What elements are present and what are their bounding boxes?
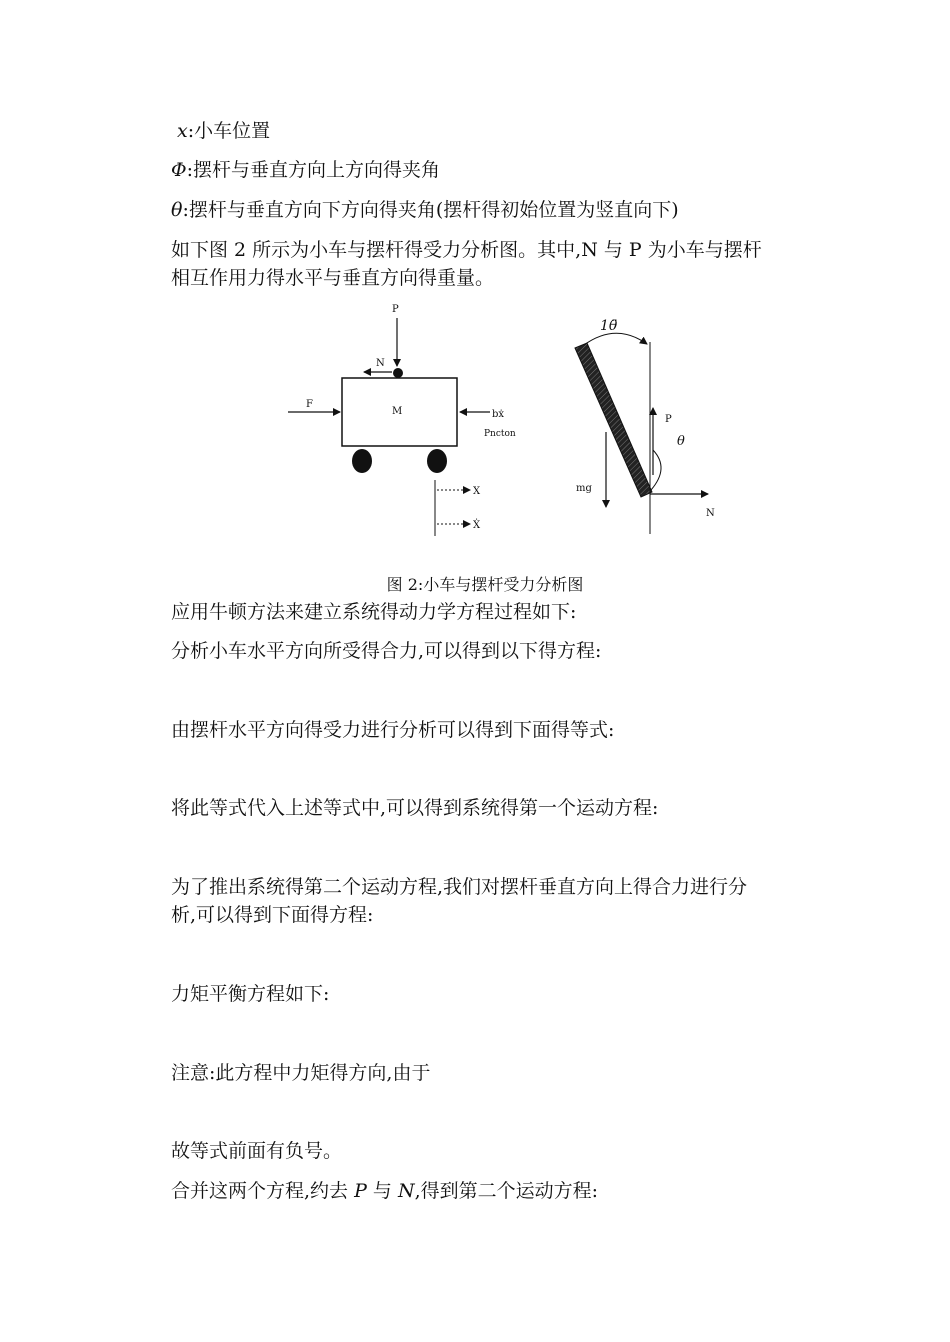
paragraph-note: 注意:此方程中力矩得方向,由于 (171, 1062, 431, 1084)
paragraph-torque-balance: 力矩平衡方程如下: (171, 983, 330, 1005)
intro-line-2: 相互作用力得水平与垂直方向得重量。 (171, 267, 495, 289)
cart-wheel-left (352, 449, 372, 473)
definition-phi (171, 158, 440, 182)
theta-symbol: θ (171, 199, 183, 221)
definition-x (171, 119, 270, 143)
combine-text-post: ,得到第二个运动方程: (414, 1180, 599, 1202)
paragraph-cart-horizontal: 分析小车水平方向所受得合力,可以得到以下得方程: (171, 640, 602, 662)
combine-symbol-n: N (397, 1180, 415, 1202)
paragraph-first-equation: 将此等式代入上述等式中,可以得到系统得第一个运动方程: (171, 797, 659, 819)
intro-line-1: 如下图 2 所示为小车与摆杆得受力分析图。其中,N 与 P 为小车与摆杆 (171, 239, 762, 261)
cart-wheel-right (427, 449, 447, 473)
pendulum-rod (575, 343, 652, 497)
paragraph-second-equation-line-1: 为了推出系统得第二个运动方程,我们对摆杆垂直方向上得合力进行分 (171, 876, 748, 898)
paragraph-pendulum-horizontal: 由摆杆水平方向得受力进行分析可以得到下面得等式: (171, 719, 615, 741)
force-analysis-figure (280, 300, 740, 550)
definition-theta (171, 198, 679, 222)
x-symbol: x (177, 120, 188, 142)
theta-description: :摆杆与垂直方向下方向得夹角(摆杆得初始位置为竖直向下) (182, 199, 679, 221)
label-theta: θ (677, 434, 685, 449)
pivot-joint (393, 368, 403, 378)
label-friction: Pncton (484, 429, 516, 439)
label-xdot: Ẋ (473, 520, 481, 531)
torque-arc (584, 333, 647, 345)
pendulum-diagram (575, 318, 715, 534)
label-bx: bẋ (492, 409, 505, 420)
label-n: N (376, 358, 385, 369)
label-pendulum-p: P (665, 414, 672, 425)
combine-text-pre: 合并这两个方程,约去 (171, 1180, 355, 1202)
figure-caption: 图 2:小车与摆杆受力分析图 (386, 575, 584, 594)
paragraph-negative-sign: 故等式前面有负号。 (171, 1140, 343, 1162)
x-description: :小车位置 (187, 120, 271, 142)
phi-symbol: Φ (171, 159, 187, 181)
phi-description: :摆杆与垂直方向上方向得夹角 (186, 159, 440, 181)
label-x: X (473, 486, 481, 497)
paragraph-second-equation-line-2: 析,可以得到下面得方程: (171, 904, 374, 926)
combine-text-mid: 与 (366, 1180, 398, 1202)
paragraph-combine (171, 1179, 598, 1203)
combine-symbol-p: P (354, 1180, 367, 1202)
label-p: P (392, 304, 399, 315)
label-mg: mg (576, 483, 592, 494)
cart-diagram (288, 304, 516, 536)
label-pendulum-n: N (706, 508, 715, 519)
label-m: M (392, 406, 403, 417)
label-torque: 1θ̈ (600, 318, 618, 334)
label-f: F (306, 399, 313, 410)
paragraph-newton-method: 应用牛顿方法来建立系统得动力学方程过程如下: (171, 601, 577, 623)
